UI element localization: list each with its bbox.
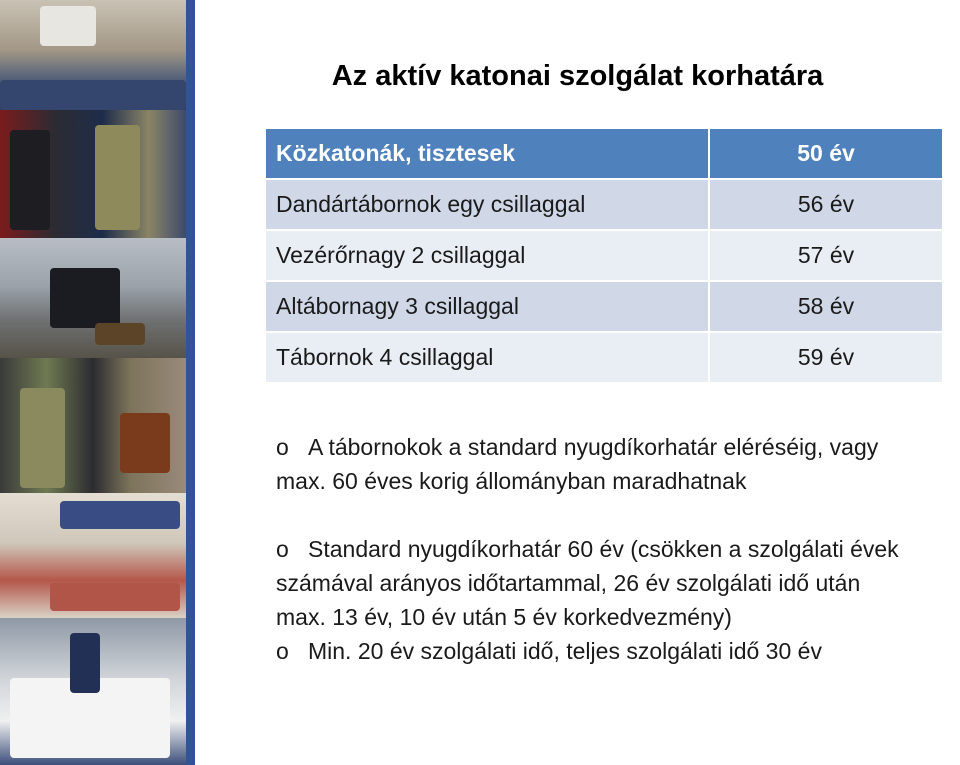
table-header-row — [265, 128, 943, 179]
bullet-standard-retirement — [276, 532, 960, 566]
age-cell: 59 év — [709, 332, 943, 383]
soldier-figure — [95, 125, 140, 230]
bullet-continuation — [276, 566, 960, 600]
bullet-text: max. 60 éves korig állományban maradhatnak — [276, 468, 747, 494]
bullet-text: A tábornokok a standard nyugdíkorhatár eléréséig, vagy — [308, 434, 879, 460]
bullet-list — [276, 430, 960, 668]
table-row — [265, 332, 943, 383]
rank-cell: Vezérőrnagy 2 csillaggal — [265, 230, 709, 281]
rank-cell: Tábornok 4 csillaggal — [265, 332, 709, 383]
table-row — [265, 230, 943, 281]
bullet-text: Min. 20 év szolgálati idő, teljes szolgálati idő 30 év — [308, 638, 822, 664]
panel-discussion-photo — [0, 493, 186, 618]
bullet-marker: o — [276, 434, 289, 460]
audience-seats — [0, 80, 186, 110]
retirement-age-table — [264, 127, 944, 384]
rank-cell: Dandártábornok egy csillaggal — [265, 179, 709, 230]
blue-divider-bar — [186, 0, 195, 765]
age-cell: 50 év — [709, 128, 943, 179]
dog-handlers — [50, 268, 120, 328]
age-cell: 58 év — [709, 281, 943, 332]
handshake-ceremony-photo — [0, 110, 186, 238]
police-officer — [70, 633, 100, 693]
police-dog — [95, 323, 145, 345]
panel-table — [50, 583, 180, 611]
camouflage-soldier — [20, 388, 65, 488]
photo-strip — [0, 0, 186, 765]
rank-cell: Közkatonák, tisztesek — [265, 128, 709, 179]
age-cell: 56 év — [709, 179, 943, 230]
officer-figure — [10, 130, 50, 230]
bullet-text: Standard nyugdíkorhatár 60 év (csökken a szolgálati évek — [308, 536, 899, 562]
police-dog-unit-photo — [0, 238, 186, 358]
projection-screen — [40, 6, 96, 46]
age-cell: 57 év — [709, 230, 943, 281]
bullet-marker: o — [276, 638, 289, 664]
bullet-marker: o — [276, 536, 289, 562]
rank-cell: Altábornagy 3 csillaggal — [265, 281, 709, 332]
lectern — [120, 413, 170, 473]
slide-title: Az aktív katonai szolgálat korhatára — [331, 60, 824, 92]
conference-hall-photo — [0, 0, 186, 110]
table-row — [265, 281, 943, 332]
event-banner — [60, 501, 180, 529]
bullet-text: max. 13 év, 10 év után 5 év korkedvezmény) — [276, 604, 732, 630]
table-row — [265, 179, 943, 230]
bullet-generals — [276, 430, 960, 464]
police-motorcycle-photo — [0, 618, 186, 765]
bullet-service-time — [276, 634, 960, 668]
bullet-continuation — [276, 600, 960, 634]
bullet-text: számával arányos időtartammal, 26 év szolgálati idő után — [276, 570, 861, 596]
medal-ceremony-photo — [0, 358, 186, 493]
bullet-continuation — [276, 464, 960, 498]
